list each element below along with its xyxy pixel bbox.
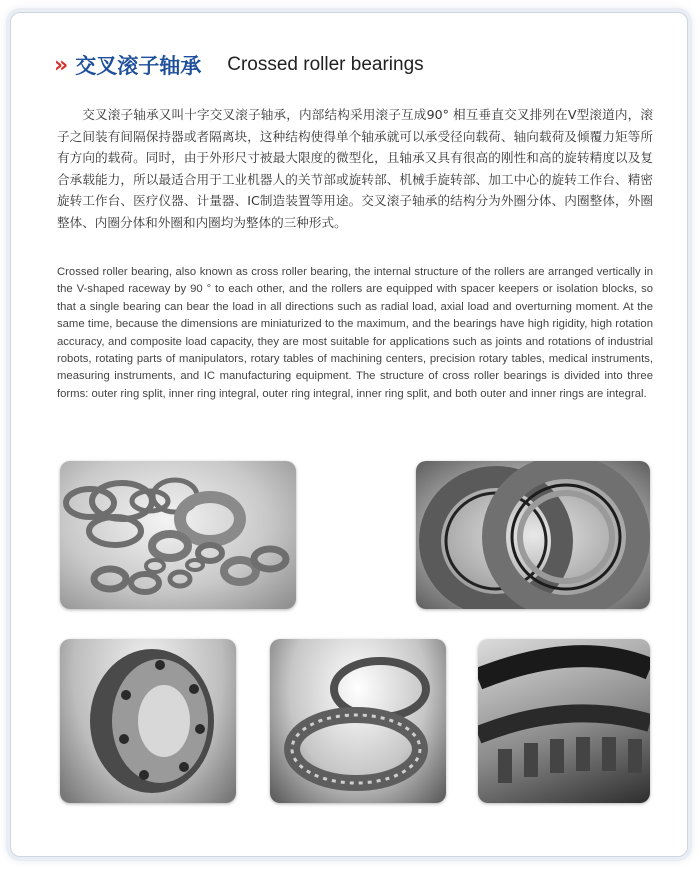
bearing-closeup-photo (478, 639, 650, 803)
paragraph-english: Crossed roller bearing, also known as cross roller bearing, the internal structure of the rollers are arranged vertically in the V-shaped raceway by 90 ° to each other, and the rollers are equipped with spacer keepers or isolation blocks, so that a single bearing can bear the load in all directions such as radial load, axial load and overturning moment. At the same time, because the dimensions are miniaturized to the maximum, and the bearings have high rigidity, high rotation accuracy, and composite load capacity, they are most suitable for applications such as joints and rotations of industrial robots, rotating parts of manipulators, rotary tables of machining centers, precision rotary tables, medical instruments, measuring instruments, and IC manufacturing equipment. The structure of cross roller bearings is divided into three forms: outer ring split, inner ring integral, outer ring integral, inner ring split, and both outer and inner rings are integral. (57, 266, 653, 400)
open-bearing-rollers-photo (270, 639, 446, 803)
two-large-bearings-photo (416, 461, 650, 609)
section-heading (54, 50, 424, 80)
title-chinese: 交叉滚子轴承 (75, 54, 202, 78)
bearing-assortment-photo (60, 461, 296, 609)
title-english: Crossed roller bearings (227, 54, 424, 75)
paragraph-chinese: 交叉滚子轴承又叫十字交叉滚子轴承，内部结构采用滚子互成90° 相互垂直交叉排列在V型滚道内，滚子之间装有间隔保持器或者隔离块，这种结构使得单个轴承就可以承受径向载荷、轴向载荷及倾覆力矩等所有方向的载荷。同时，由于外形尺寸被最大限度的微型化，且轴承又具有很高的刚性和高的旋转精度以及复合承载能力，所以最适合用于工业机器人的关节部或旋转部、机械手旋转部、加工中心的旋转工作台、精密旋转工作台、医疗仪器、计量器、IC制造装置等用途。交叉滚子轴承的结构分为外圈分体、内圈整体，外圈整体、内圈分体和外圈和内圈均为整体的三种形式。 (57, 107, 653, 230)
flanged-bearing-photo (60, 639, 236, 803)
double-chevron-icon: » (54, 52, 66, 78)
